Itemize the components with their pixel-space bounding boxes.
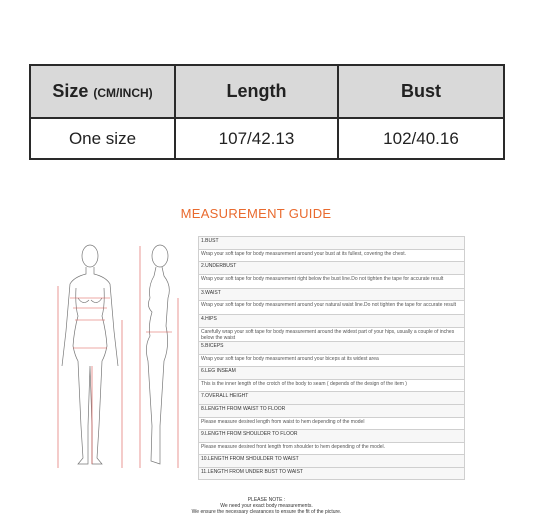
note-line-2: We ensure the necessary clearances to ensure the fit of the picture. xyxy=(191,509,342,515)
cell-size: One size xyxy=(30,118,175,159)
body-measurement-figures xyxy=(48,236,198,486)
note-line-1: We need your exact body measurements. xyxy=(220,503,313,509)
step-description: Wrap your soft tape for body measurement around your biceps at its widest area xyxy=(198,354,465,367)
step-title: 8.LENGTH FROM WAIST TO FLOOR xyxy=(198,404,465,417)
front-body-figure xyxy=(62,245,118,464)
step-description: Wrap your soft tape for body measurement around your natural waist line.Do not tighten the tape for accurate result xyxy=(198,300,465,314)
header-length: Length xyxy=(175,65,338,118)
step-title: 5.BICEPS xyxy=(198,341,465,354)
step-title: 11.LENGTH FROM UNDER BUST TO WAIST xyxy=(198,467,465,480)
side-measure-lines xyxy=(140,246,178,468)
step-description: This is the inner length of the crotch of the body to seam ( depends of the design of the item ) xyxy=(198,379,465,392)
header-size-label: Size xyxy=(52,81,89,101)
measurement-steps-list xyxy=(198,236,465,480)
step-title: 2.UNDERBUST xyxy=(198,261,465,274)
note-heading: PLEASE NOTE : xyxy=(247,497,286,503)
step-description: Please measure desired front length from shoulder to hem depending of the model. xyxy=(198,442,465,455)
side-body-figure xyxy=(146,245,169,464)
step-description: Wrap your soft tape for body measurement around your bust at its fullest, covering the chest. xyxy=(198,249,465,262)
measurement-guide-title: MEASUREMENT GUIDE xyxy=(180,206,332,221)
size-table-row xyxy=(30,118,504,159)
step-title: 6.LEG INSEAM xyxy=(198,366,465,379)
step-title: 9.LENGTH FROM SHOULDER TO FLOOR xyxy=(198,429,465,442)
step-title: 4.HIPS xyxy=(198,314,465,327)
step-title: 1.BUST xyxy=(198,236,465,249)
step-description: Wrap your soft tape for body measurement right below the bust line.Do not tighten the tape for accurate result xyxy=(198,274,465,288)
header-bust: Bust xyxy=(338,65,504,118)
size-table xyxy=(29,64,505,160)
cell-bust: 102/40.16 xyxy=(338,118,504,159)
step-title: 3.WAIST xyxy=(198,288,465,301)
step-title: 10.LENGTH FROM SHOULDER TO WAIST xyxy=(198,454,465,467)
step-description: Carefully wrap your soft tape for body measurement around the widest part of your hips, usually a couple of inches below the waist xyxy=(198,327,465,341)
cell-length: 107/42.13 xyxy=(175,118,338,159)
size-table-header-row xyxy=(30,65,504,118)
header-size-unit: (CM/INCH) xyxy=(93,86,153,100)
header-size xyxy=(30,65,175,118)
step-description: Please measure desired length from waist to hem depending of the model xyxy=(198,417,465,430)
step-title: 7.OVERALL HEIGHT xyxy=(198,391,465,404)
